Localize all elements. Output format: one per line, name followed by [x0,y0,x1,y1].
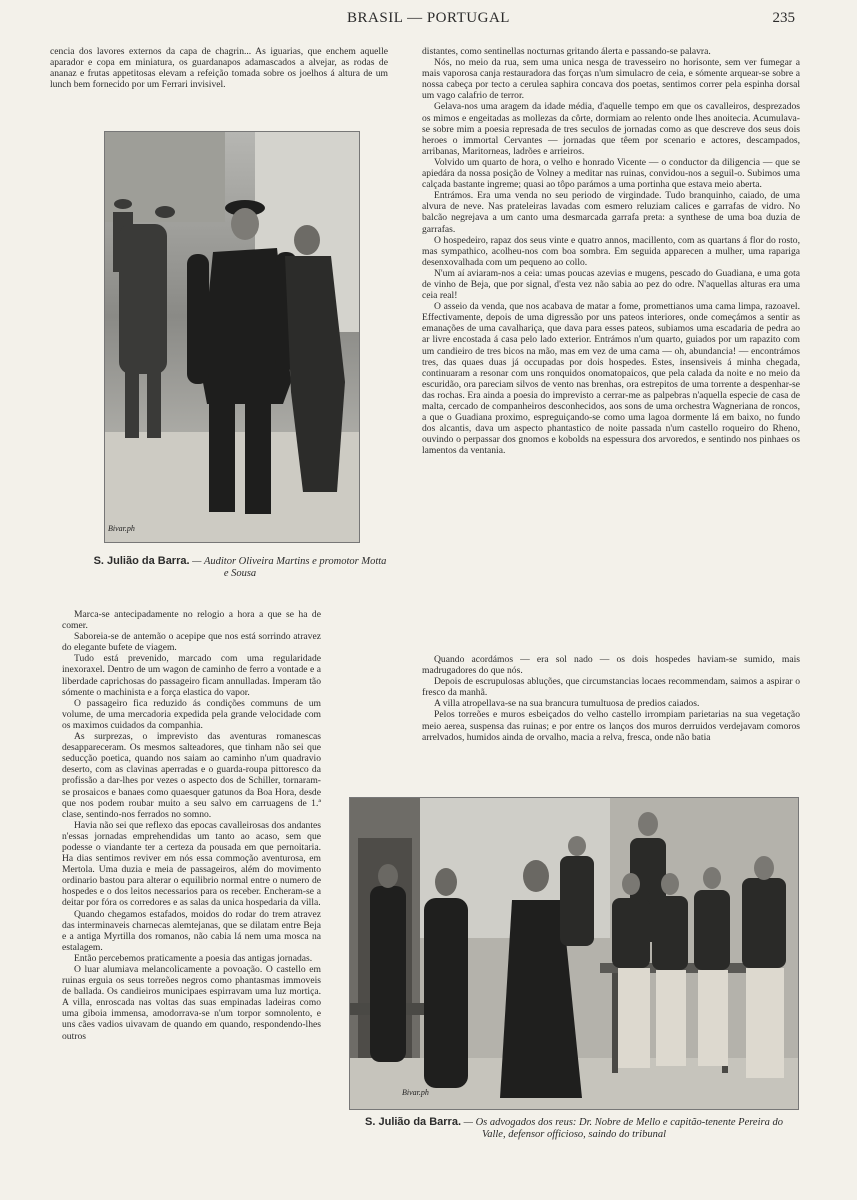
paragraph: Tudo está prevenido, marcado com uma regularidade inexoraxel. Dentro de um wagon de caminho de ferro a vontade e a liberdade caprichosas do passageiro ficam annulladas. Imperam tão sómente o machinista e a força elastica do vapor. [62,653,321,698]
paragraph: Então percebemos praticamente a poesia das antigas jornadas. [74,952,313,964]
photo-top-caption [90,555,390,580]
page-number: 235 [772,10,795,26]
paragraph: O asseio da venda, que nos acabava de matar a fome, promettianos uma cama limpa, razoavel. Effectivamente, depois de uma digressão por uns pateos interiores, onde começámos a sentir as emanações de uma cavalhariça, que dava para esses pateos, subiamos uma escadaria de pedra ao ar livre encostada á casa pelo lado exterior. Entrámos n'um quarto, guiados por um rapazito com um candieiro de tres bicos na mão, mas em vez de uma cama — oh, abundancia! — encontrámos tres, das quaes duas já occupadas por dois hospedes. Estes, insensiveis á minha chegada, continuaram a resonar com uns ronquidos onomatopaicos, que pela calada da noite e no meio da escuridão, ora pareciam silvos de vento nas brenhas, ora estrepitos de uma torrente a despenhar-se das rochas. Era ainda a poesia do imprevisto a cerrar-me as palpebras n'aquella especie de casa de malta, cercado de companheiros desconhecidos, aos sons de uma orchestra Wagneriana de roncos, a que o Guadiana proximo, espreguiçando-se como uma lagoa dormente lá em baixo, no fundo dos alcantis, dava um aspecto phantastico de noite passada n'um castello roqueiro do Rheno, ouvindo o perpassar dos gnomos e kobolds na espessura dos arvoredos, e sentindo nos pinhaes os lamentos da ventania. [422,301,800,457]
paragraph: cencia dos lavores externos da capa de chagrin... As iguarias, que enchem aquelle aparador e copa em miniatura, os guardanapos adamascados a alvejar, as rodas de ananaz e frutas appetitosas elevam a refeição tomada sobre os joelhos á altura de um lunch bem fornecido por um Ferrari invisivel. [50,46,388,91]
paragraph: Quando chegamos estafados, moidos do rodar do trem atravez das interminaveis charnecas alemtejanas, que se dilatam entre Beja e a antiga Myrtilla dos romanos, não cabia lá nem uma mosca na estalagem. [62,908,321,953]
paragraph: O luar alumiava melancolicamente a povoação. O castello em ruinas erguia os seus torreões negros como phantasmas immoveis de ballada. Os candieiros municipaes espirravam uma luz mortiça. A villa, enroscada nas voltas das suas empinadas ladeiras como uma giboia immensa, amodorrava-se n'um torpor somnolento, e uns cães vadios uivavam de quando em quando, respondendo-lhes outros [62,964,321,1042]
photo-bottom-caption-place: S. Julião da Barra. [365,1116,462,1128]
photo-lawyers-and-sailors [349,797,799,1110]
photo-bottom-caption-desc: — Os advogados dos reus: Dr. Nobre de Mello e capitão-tenente Pereira do Valle, defensor officioso, saindo do tribunal [463,1117,783,1140]
paragraph: O hospedeiro, rapaz dos seus vinte e quatro annos, macillento, com as quartans á flor do rosto, mas sympathico, acolheu-nos com boa sombra. Em seguida apparecen a mulher, uma rapariga desenxovalhada com um pequeno ao collo. [422,234,800,268]
photo-top-signature: Bivar.ph [108,524,135,533]
photo-top-caption-place: S. Julião da Barra. [93,555,190,567]
paragraph: Volvido um quarto de hora, o velho e honrado Vicente — o conductor da diligencia — que se apiedára da nossa posição de Volney a meditar nas ruinas, convidou-nos a seguil-o. Subimos uma calçada bastante ingreme; quasi ao tôpo parámos a uma portinha que estava meio aberta. [422,156,800,191]
photo-officers-walking [104,131,360,543]
right-column-top-text [422,46,800,456]
paragraph: N'um aí aviaram-nos a ceia: umas poucas azevias e mugens, pescado do Guadiana, e uma gota de vinho de Beja, que por signal, d'esta vez não sabia ao pez do odre. N'aquellas alturas era uma ceia real! [422,267,800,302]
paragraph: Nós, no meio da rua, sem uma unica nesga de travesseiro no horisonte, sem ver fumegar a mais vaporosa canja restauradora das forças n'um simulacro de ceia, e sómente arquear-se sobre a nossa cabeça por tecto a cerulea saphira concava dos poetas, sentimos correr pela espinha dorsal um vago calafrio de terror. [422,57,800,102]
paragraph: A villa atropellava-se na sua brancura tumultuosa de predios caiados. [434,698,700,710]
paragraph: Gelava-nos uma aragem da idade média, d'aquelle tempo em que os cavalleiros, desprezados os mimos e engeitadas as mollezas da côrte, dormiam ao relento onde lhes anoitecia. Acumulava-se sobre mim a poesia represada de tres seculos de jornadas como as que descreve dos seus dois heroes o immortal Cervantes — jornadas que têem por scenario e actores, descampados, arribanas, Maritorneas, ladrões e arrieiros. [422,101,800,157]
photo-bottom-caption [360,1116,788,1141]
paragraph: O passageiro fica reduzido ás condições communs de um volume, de uma mercadoria expedida pela grande velocidade com os maximos cuidados da companhia. [62,697,321,731]
running-title: BRASIL — PORTUGAL [347,10,510,26]
paragraph: distantes, como sentinellas nocturnas gritando álerta e passando-se palavra. [422,46,711,57]
paragraph: As surprezas, o imprevisto das aventuras romanescas desappareceram. Os mesmos salteadores, que tinham não sei que seducção poetica, quando nos saiam ao caminho n'um quadravio deserto, com as clavinas aperradas e o guarda-roupa pittoresco da profissão a dar-lhes por vezes o aspecto dos de Schiller, tornaram-se prosaicos e banaes como quaesquer gatunos da Boa Hora, desde que nos podem roubar muito a seu salvo em carruagens de 1.ª clase, sentindo-nos ferrados no somno. [62,731,321,820]
paragraph: Entrámos. Era uma venda no seu periodo de virgindade. Tudo branquinho, caiado, de uma alvura de neve. Nas prateleiras lavadas com esmero reluziam calices e garrafas de vidro. No balcão negrejava a um canto uma desmarcada garrafa preta: a synthese de uma boa duzia de garrafas. [422,190,800,235]
right-column-mid-text [422,654,800,743]
paragraph: Quando acordámos — era sol nado — os dois hospedes haviam-se sumido, mais madrugadores do que nós. [422,654,800,677]
paragraph: Saboreia-se de antemão o acepipe que nos está sorrindo atravez do elegante bufete de viagem. [62,631,321,654]
paragraph: Havia não sei que reflexo das epocas cavalleirosas dos andantes n'essas jornadas emprehendidas um tanto ao acaso, sem que podesse o viandante ter a certeza da pousada em que pernoitaria. Ha dias sentimos reviver em nós essa commoção aventurosa, em Mertola. Uma duzia e meia de passageiros, além do movimento ordinario bastou para alterar o equilibrio normal entre o numero de hospedes e o dos leitos necessarios para os receber. Encheram-se a deitar por fóra os corredores e as salas da unica hospedaria da villa. [62,819,321,909]
left-column-bottom-text [62,609,321,1042]
photo-top-caption-desc: — Auditor Oliveira Martins e promotor Motta e Sousa [192,556,387,579]
photo-bottom-signature: Bivar.ph [402,1088,429,1097]
paragraph: Depois de escrupulosas abluções, que circumstancias locaes recommendam, saimos a aspirar o fresco da manhã. [422,676,800,699]
paragraph: Marca-se antecipadamente no relogio a hora a que se ha de comer. [62,609,321,632]
photo-officers-walking-image [105,132,359,542]
page-header [0,10,857,34]
photo-lawyers-and-sailors-image [350,798,798,1109]
left-column-top-text [50,46,388,90]
paragraph: Pelos torreões e muros esbeiçados do velho castello irrompiam parietarias na sua vegetação meio aerea, suspensa das ruinas; e por entre os lanços dos muros derruidos verdejavam comoros arrelvados, humidos ainda de orvalho, macia a relva, fresca, onde não batia [422,709,800,743]
